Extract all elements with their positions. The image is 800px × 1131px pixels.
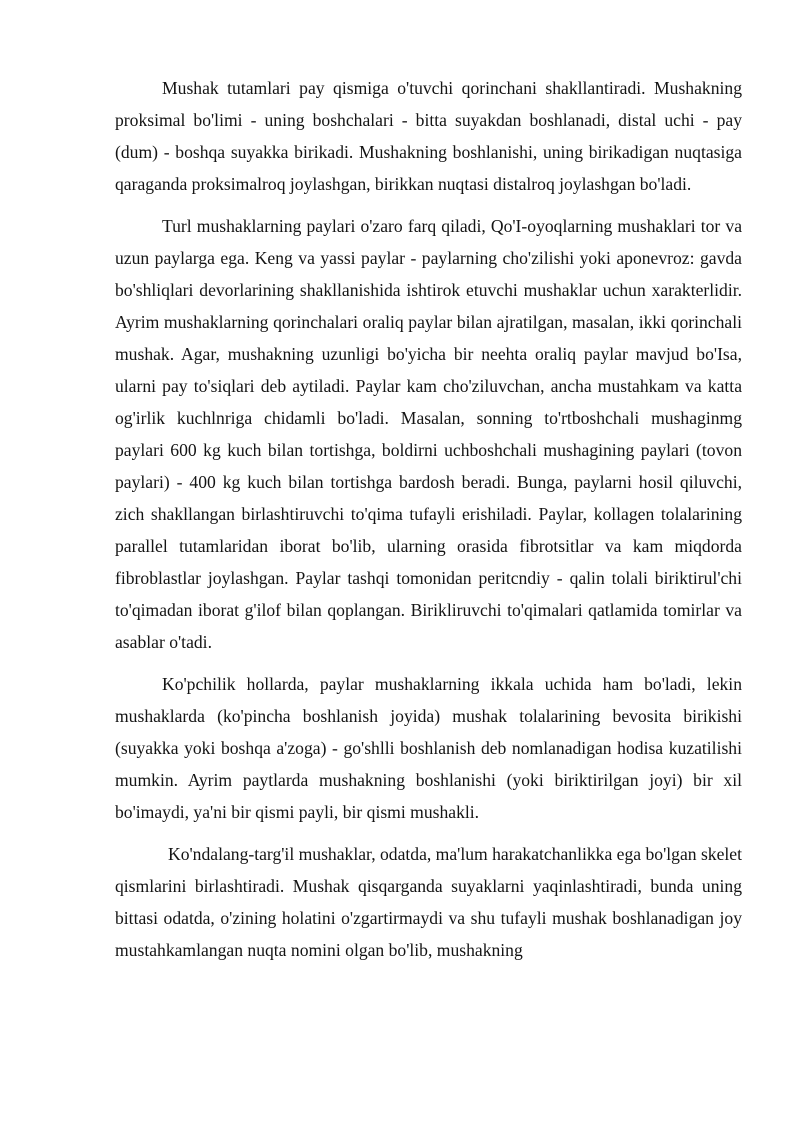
paragraph-muscle-bundles: Mushak tutamlari pay qismiga o'tuvchi qorinchani shakllantiradi. Mushakning proksimal bo'limi - uning boshchalari - bitta suyakdan boshlanadi, distal uchi - pay (dum) - boshqa suyakka birikadi. Mushakning boshlanishi, uning birikadigan nuqtasiga qaraganda proksimalroq joylashgan, birikkan nuqtasi distalroq joylashgan bo'ladi.: [115, 78, 742, 194]
paragraph-tendon-types: Turl mushaklarning paylari o'zaro farq qiladi, Qo'I-oyoqlarning mushaklari tor va uzun paylarga ega. Keng va yassi paylar - paylarning cho'zilishi yoki aponevroz: gavda bo'shliqlari devorlarining shakllanishida ishtirok etuvchi mushaklar uchun xarakterlidir. Ayrim mushaklarning qorinchalari oraliq paylar bilan ajratilgan, masalan, ikki qorinchali mushak. Agar, mushakning uzunligi bo'yicha bir neehta oraliq paylar mavjud bo'Isa, ularni pay to'siqlari deb aytiladi. Paylar kam cho'ziluvchan, ancha mustahkam va katta og'irlik kuchlnriga chidamli bo'ladi. Masalan, sonning to'rtboshchali mushaginmg paylari 600 kg kuch bilan tortishga, boldirni uchboshchali mushagining paylari (tovon paylari) - 400 kg kuch bilan tortishga bardosh beradi. Bunga, paylarni hosil qiluvchi, zich shakllangan birlashtiruvchi to'qima tufayli erishiladi. Paylar, kollagen tolalarining parallel tutamlaridan iborat bo'lib, ularning orasida fibrotsitlar va kam miqdorda fibroblastlar joylashgan. Paylar tashqi tomonidan peritcndiy - qalin tolali biriktirul'chi to'qimadan iborat g'ilof bilan qoplangan. Birikliruvchi to'qimalari qatlamida tomirlar va asablar o'tadi.: [115, 216, 742, 652]
paragraph-tendon-attachment: Ko'pchilik hollarda, paylar mushaklarning ikkala uchida ham bo'ladi, lekin mushaklarda (ko'pincha boshlanish joyida) mushak tolalarining bevosita birikishi (suyakka yoki boshqa a'zoga) - go'shlli boshlanish deb nomlanadigan hodisa kuzatilishi mumkin. Ayrim paytlarda mushakning boshlanishi (yoki biriktirilgan joyi) bir xil bo'imaydi, ya'ni bir qismi payli, bir qismi mushakli.: [115, 674, 742, 822]
document-page: [115, 72, 742, 966]
paragraph-striated-muscles: Ko'ndalang-targ'il mushaklar, odatda, ma'lum harakatchanlikka ega bo'lgan skelet qismlarini birlashtiradi. Mushak qisqarganda suyaklarni yaqinlashtiradi, bunda uning bittasi odatda, o'zining holatini o'zgartirmaydi va shu tufayli mushak boshlanadigan joy mustahkamlangan nuqta nomini olgan bo'lib, mushakning: [115, 844, 742, 960]
